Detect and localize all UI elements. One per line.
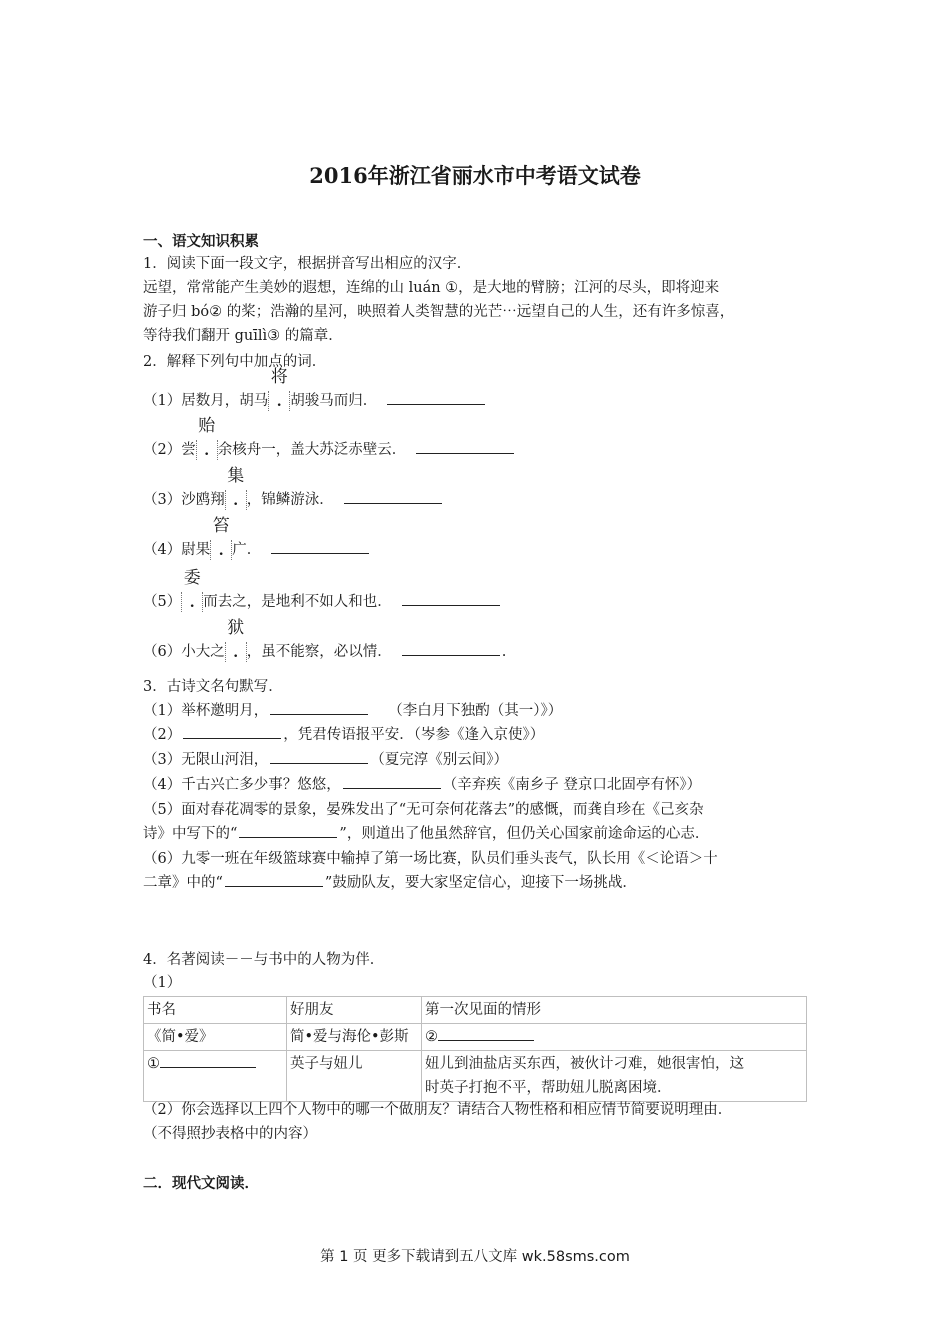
q2-item-4 — [143, 516, 371, 562]
q3-text: （1）举杯邀明月， — [143, 703, 269, 719]
q3-item-4 — [143, 773, 701, 797]
q2-item-text: （2）尝 — [143, 442, 196, 458]
q3-text: ，凭君传语报平安．（岑参《逢入京使》） — [283, 727, 545, 743]
q2-item-text: 而去之，是地利不如人和也． — [203, 594, 392, 610]
answer-blank[interactable] — [239, 823, 337, 838]
q2-item-1 — [143, 367, 487, 413]
q3-item-5-line-2 — [143, 822, 709, 846]
section-heading-1: 一、语文知识积累 — [143, 233, 259, 250]
q1-line-1: 远望，常常能产生美妙的遐想，连绵的山 luán ①，是大地的臂膀；江河的尽头，即将迎来 — [143, 280, 720, 296]
answer-blank[interactable] — [270, 749, 368, 764]
answer-blank[interactable] — [416, 439, 514, 454]
q3-text: （夏完淳《别云间》） — [370, 752, 508, 768]
q4-sub-2-line-2: （不得照抄表格中的内容） — [143, 1126, 317, 1142]
answer-blank[interactable] — [183, 724, 281, 739]
q3-text: （4）千古兴亡多少事？悠悠， — [143, 777, 341, 793]
cell-line: 妞儿到油盐店买东西，被伙计刁难，她很害怕，这 — [425, 1056, 744, 1072]
q3-text: 二章》中的“ — [143, 875, 223, 891]
page-title: 2016年浙江省丽水市中考语文试卷 — [309, 163, 641, 188]
table-row — [144, 1024, 807, 1051]
q4-sub-2-line-1: （2）你会选择以上四个人物中的哪一个做朋友？请结合人物性格和相应情节简要说明理由． — [143, 1102, 733, 1118]
dotted-word — [196, 416, 218, 460]
q3-item-3 — [143, 748, 508, 772]
dotted-char: 将 — [270, 367, 288, 387]
q3-item-2 — [143, 723, 544, 747]
q2-item-text: 余核舟一，盖大苏泛赤壁云． — [217, 442, 407, 458]
dotted-word — [225, 618, 247, 662]
emphasis-dot-icon: . — [276, 394, 282, 410]
answer-blank[interactable] — [270, 700, 368, 715]
q2-item-text: （4）尉果 — [143, 542, 211, 558]
q3-prompt: 3．古诗文名句默写． — [143, 679, 283, 695]
q2-item-text: （3）沙鸥翔 — [143, 492, 225, 508]
table-cell: 英子与妞儿 — [287, 1051, 422, 1102]
answer-blank[interactable] — [402, 641, 500, 656]
dotted-word — [225, 466, 247, 510]
table-row — [144, 1051, 807, 1102]
table-cell — [422, 1051, 807, 1102]
cell-line: 时英子打抱不平，帮助妞儿脱离困境． — [425, 1080, 672, 1096]
section-heading-2: 二．现代文阅读． — [143, 1175, 259, 1192]
blank-label: ② — [425, 1029, 438, 1045]
q3-text: 诗》中写下的“ — [143, 826, 238, 842]
answer-blank[interactable] — [344, 489, 442, 504]
q3-item-6-line-1: （6）九零一班在年级篮球赛中输掉了第一场比赛，队员们垂头丧气，队长用《＜论语＞十 — [143, 851, 718, 867]
table-cell — [144, 1051, 287, 1102]
book-table — [143, 996, 807, 1102]
q2-item-3 — [143, 466, 444, 512]
dotted-char: 狱 — [227, 618, 245, 638]
table-header: 第一次见面的情形 — [422, 997, 807, 1024]
q2-item-2 — [143, 416, 516, 462]
q2-item-text: 胡骏马而归． — [290, 393, 378, 409]
page-footer: 第 1 页 更多下载请到五八文库 wk.58sms.com — [320, 1249, 630, 1265]
dotted-char: 集 — [227, 466, 245, 486]
q4-prompt: 4．名著阅读－－与书中的人物为伴． — [143, 952, 385, 968]
q3-text: （3）无限山河泪， — [143, 752, 269, 768]
q2-item-text: （6）小大之 — [143, 644, 225, 660]
emphasis-dot-icon: . — [218, 543, 224, 559]
q2-item-5 — [143, 568, 502, 614]
answer-blank[interactable] — [387, 390, 485, 405]
emphasis-dot-icon: . — [204, 443, 210, 459]
q4-sub-1: （1） — [143, 975, 182, 991]
table-header-row — [144, 997, 807, 1024]
q2-prompt: 2．解释下列句中加点的词． — [143, 354, 327, 370]
emphasis-dot-icon: . — [189, 595, 195, 611]
q3-item-6-line-2 — [143, 871, 637, 895]
dotted-word — [268, 367, 290, 411]
table-header: 书名 — [144, 997, 287, 1024]
emphasis-dot-icon: . — [233, 493, 239, 509]
q3-text: （李白月下独酌（其一）》） — [388, 703, 563, 719]
table-header: 好朋友 — [287, 997, 422, 1024]
dotted-char: 委 — [183, 568, 201, 588]
q1-prompt: 1．阅读下面一段文字，根据拼音写出相应的汉字． — [143, 256, 472, 272]
answer-blank[interactable] — [160, 1053, 256, 1068]
q3-item-1 — [143, 699, 562, 723]
blank-label: ① — [147, 1056, 160, 1072]
dotted-word — [210, 516, 232, 560]
q3-text: ”鼓励队友，要大家坚定信心，迎接下一场挑战． — [324, 875, 637, 891]
answer-blank[interactable] — [438, 1026, 534, 1041]
q2-item-text: 广． — [232, 542, 262, 558]
q2-item-text: （1）居数月，胡马 — [143, 393, 269, 409]
q1-line-2: 游子归 bó② 的桨；浩瀚的星河，映照着人类智慧的光芒⋯远望自己的人生，还有许多惊喜， — [143, 304, 735, 320]
answer-blank[interactable] — [343, 774, 441, 789]
table-cell — [422, 1024, 807, 1051]
dotted-char: 笞 — [212, 516, 230, 536]
answer-blank[interactable] — [225, 872, 323, 887]
dotted-char: 贻 — [198, 416, 216, 436]
q2-item-text: ，虽不能察，必以情． — [246, 644, 392, 660]
table-cell: 简•爱与海伦•彭斯 — [287, 1024, 422, 1051]
table-cell: 《简•爱》 — [144, 1024, 287, 1051]
q3-item-5-line-1: （5）面对春花凋零的景象，晏殊发出了“无可奈何花落去”的感慨，而龚自珍在《己亥杂 — [143, 802, 704, 818]
q3-text: （2） — [143, 727, 182, 743]
q2-item-text: （5） — [143, 594, 182, 610]
q1-line-3: 等待我们翻开 guīlì③ 的篇章． — [143, 328, 343, 344]
dotted-word — [181, 568, 203, 612]
q2-item-6 — [143, 618, 507, 664]
q3-text: ”，则道出了他虽然辞官，但仍关心国家前途命运的心志． — [339, 826, 710, 842]
answer-blank[interactable] — [402, 591, 500, 606]
q2-item-text: ，锦鳞游泳． — [246, 492, 334, 508]
q3-text: （辛弃疾《南乡子 登京口北固亭有怀》） — [442, 777, 702, 793]
q2-item-tail: . — [501, 644, 507, 660]
answer-blank[interactable] — [271, 539, 369, 554]
emphasis-dot-icon: . — [233, 645, 239, 661]
